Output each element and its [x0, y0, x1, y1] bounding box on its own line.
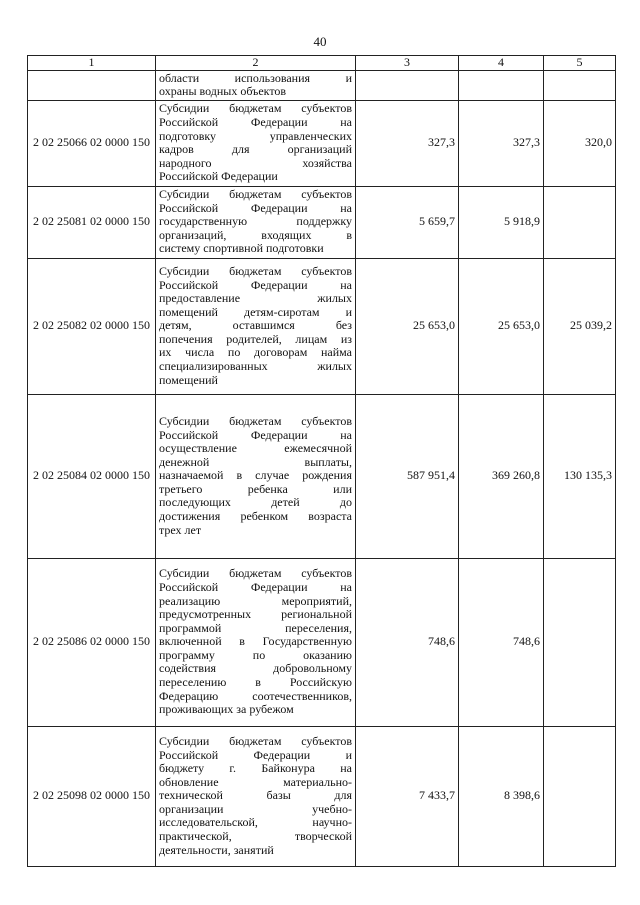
table-row [28, 394, 616, 558]
table-body [28, 70, 616, 866]
description-line: Субсидии бюджетам субъектов [159, 263, 352, 278]
description-line: Российской Федерации на [159, 277, 352, 292]
description-line: назначаемой в случае рождения [159, 468, 352, 483]
description-line: осуществление ежемесячной [159, 441, 352, 456]
amount-col3-cell: 25 653,0 [356, 258, 459, 394]
description-cell [156, 558, 356, 726]
description-line: программой переселения, [159, 620, 352, 635]
description-line: детям, оставшимся без [159, 318, 352, 333]
budget-code-cell: 2 02 25081 02 0000 150 [28, 186, 156, 258]
amount-col4-cell: 369 260,8 [459, 394, 544, 558]
table-row [28, 558, 616, 726]
column-header-3: 3 [356, 56, 459, 71]
description-line: систему спортивной подготовки [159, 241, 324, 256]
amount-col3-cell: 5 659,7 [356, 186, 459, 258]
description-line: Субсидии бюджетам субъектов [159, 101, 352, 116]
amount-col5-cell [544, 70, 616, 100]
amount-col5-cell [544, 558, 616, 726]
description-line: их числа по договорам найма [159, 345, 352, 360]
table-row [28, 70, 616, 100]
description-line: переселению в Российскую [159, 675, 352, 690]
description-cell [156, 394, 356, 558]
amount-col5-cell: 320,0 [544, 100, 616, 186]
description-line: денежной выплаты, [159, 454, 352, 469]
description-line: Российской Федерации [159, 169, 278, 184]
table-row [28, 258, 616, 394]
table-row [28, 100, 616, 186]
description-line: Субсидии бюджетам субъектов [159, 413, 352, 428]
column-header-1: 1 [28, 56, 156, 71]
description-line: третьего ребенка или [159, 481, 352, 496]
amount-col3-cell [356, 70, 459, 100]
budget-code-cell: 2 02 25098 02 0000 150 [28, 726, 156, 866]
amount-col4-cell: 748,6 [459, 558, 544, 726]
amount-col4-cell: 327,3 [459, 100, 544, 186]
budget-code-cell: 2 02 25066 02 0000 150 [28, 100, 156, 186]
description-line: технической базы для [159, 788, 352, 803]
description-line: обновление материально- [159, 774, 352, 789]
description-line: народного хозяйства [159, 155, 352, 170]
description-line: бюджету г. Байконура на [159, 761, 352, 776]
amount-col3-cell: 7 433,7 [356, 726, 459, 866]
amount-col4-cell: 25 653,0 [459, 258, 544, 394]
table-row [28, 726, 616, 866]
description-line: практической, творческой [159, 829, 352, 844]
amount-col5-cell: 130 135,3 [544, 394, 616, 558]
description-line: помещений детям-сиротам и [159, 304, 352, 319]
description-line: попечения родителей, лицам из [159, 331, 352, 346]
budget-code-cell: 2 02 25082 02 0000 150 [28, 258, 156, 394]
description-line: Российской Федерации и [159, 747, 352, 762]
amount-col4-cell [459, 70, 544, 100]
amount-col3-cell: 327,3 [356, 100, 459, 186]
description-line: проживающих за рубежом [159, 702, 294, 717]
amount-col3-cell: 748,6 [356, 558, 459, 726]
budget-code-cell: 2 02 25084 02 0000 150 [28, 394, 156, 558]
description-line: трех лет [159, 522, 202, 537]
description-cell [156, 258, 356, 394]
description-line: реализацию мероприятий, [159, 593, 352, 608]
description-line: предоставление жилых [159, 291, 352, 306]
table-header-row [28, 56, 616, 71]
amount-col3-cell: 587 951,4 [356, 394, 459, 558]
amount-col4-cell: 8 398,6 [459, 726, 544, 866]
description-line: Российской Федерации на [159, 579, 352, 594]
description-line: кадров для организаций [159, 142, 352, 157]
description-line: программу по оказанию [159, 647, 352, 662]
description-line: области использования и [159, 70, 352, 85]
page-number: 40 [313, 34, 327, 49]
description-line: помещений [159, 372, 218, 387]
description-cell [156, 70, 356, 100]
amount-col5-cell: 25 039,2 [544, 258, 616, 394]
amount-col5-cell [544, 726, 616, 866]
column-header-4: 4 [459, 56, 544, 71]
description-cell [156, 186, 356, 258]
description-cell [156, 726, 356, 866]
table-row [28, 186, 616, 258]
description-line: исследовательской, научно- [159, 815, 352, 830]
description-line: Субсидии бюджетам субъектов [159, 566, 352, 581]
description-line: Российской Федерации на [159, 200, 352, 215]
amount-col4-cell: 5 918,9 [459, 186, 544, 258]
budget-table [27, 55, 616, 867]
description-line: организации учебно- [159, 801, 352, 816]
description-line: специализированных жилых [159, 359, 352, 374]
description-line: охраны водных объектов [159, 84, 287, 99]
budget-code-cell: 2 02 25086 02 0000 150 [28, 558, 156, 726]
description-line: Федерацию соотечественников, [159, 688, 352, 703]
description-cell [156, 100, 356, 186]
description-line: содействия добровольному [159, 661, 352, 676]
description-line: организаций, входящих в [159, 227, 352, 242]
description-line: последующих детей до [159, 495, 352, 510]
description-line: подготовку управленческих [159, 128, 352, 143]
description-line: государственную поддержку [159, 214, 352, 229]
description-line: Российской Федерации на [159, 114, 352, 129]
description-line: предусмотренных региональной [159, 607, 352, 622]
description-line: Российской Федерации на [159, 427, 352, 442]
column-header-2: 2 [156, 56, 356, 71]
budget-code-cell [28, 70, 156, 100]
amount-col5-cell [544, 186, 616, 258]
description-line: включенной в Государственную [159, 634, 352, 649]
description-line: Субсидии бюджетам субъектов [159, 733, 352, 748]
description-line: достижения ребенком возраста [159, 509, 352, 524]
description-line: Субсидии бюджетам субъектов [159, 187, 352, 202]
column-header-5: 5 [544, 56, 616, 71]
description-line: деятельности, занятий [159, 842, 274, 857]
